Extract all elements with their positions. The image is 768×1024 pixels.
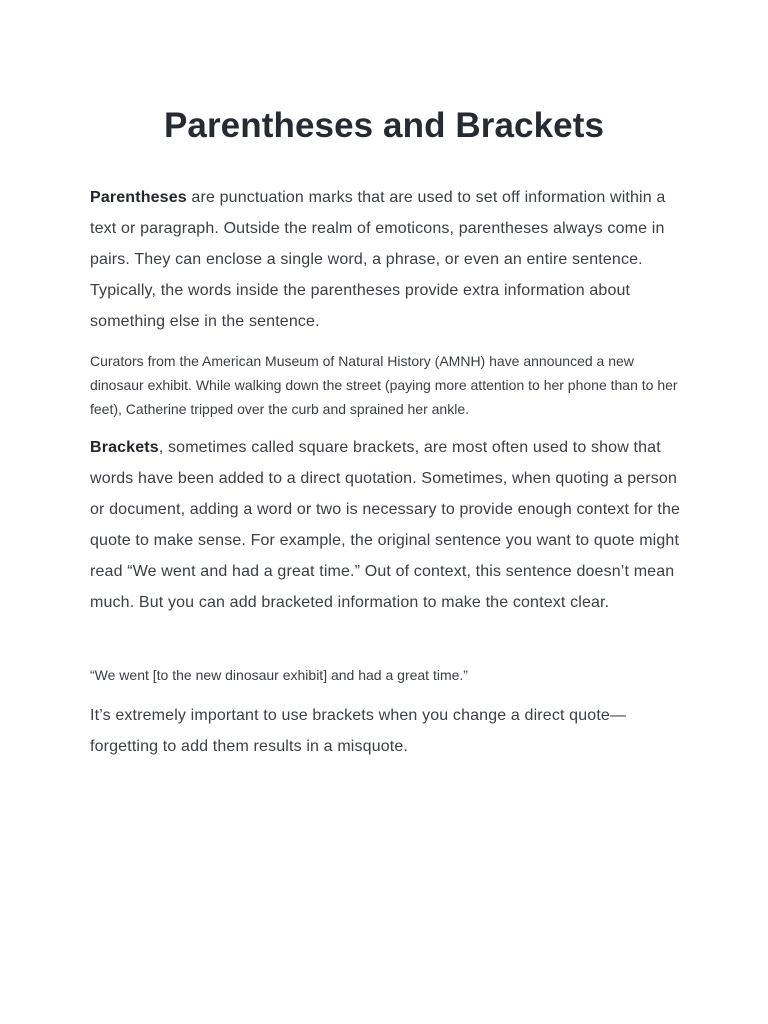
- brackets-definition: , sometimes called square brackets, are most often used to show that words have been added to a direct quotation. Sometimes, when quoting a person or document, adding a word or two is necessary to provide enough context for the quote to make sense. For example, the original sentence you want to quote might read “We went and had a great time.” Out of context, this sentence doesn’t mean much. But you can add bracketed information to make the context clear.: [90, 439, 681, 611]
- parentheses-paragraph: [90, 182, 690, 337]
- closing-paragraph: It’s extremely important to use brackets when you change a direct quote—forgetting to add them results in a misquote.: [90, 707, 627, 755]
- term-brackets: Brackets: [90, 439, 159, 456]
- term-parentheses: Parentheses: [90, 189, 187, 206]
- parentheses-example: Curators from the American Museum of Natural History (AMNH) have announced a new dinosaur exhibit. While walking down the street (paying more attention to her phone than to her feet), Catherine tripped over the curb and sprained her ankle.: [90, 353, 678, 417]
- parentheses-definition: are punctuation marks that are used to set off information within a text or paragraph. Outside the realm of emoticons, parentheses always come in pairs. They can enclose a single word, a phrase, or even an entire sentence. Typically, the words inside the parentheses provide extra information about something else in the sentence.: [90, 189, 666, 330]
- page-title: Parentheses and Brackets: [163, 106, 605, 145]
- brackets-example: “We went [to the new dinosaur exhibit] and had a great time.”: [90, 667, 468, 683]
- brackets-paragraph: [90, 432, 690, 618]
